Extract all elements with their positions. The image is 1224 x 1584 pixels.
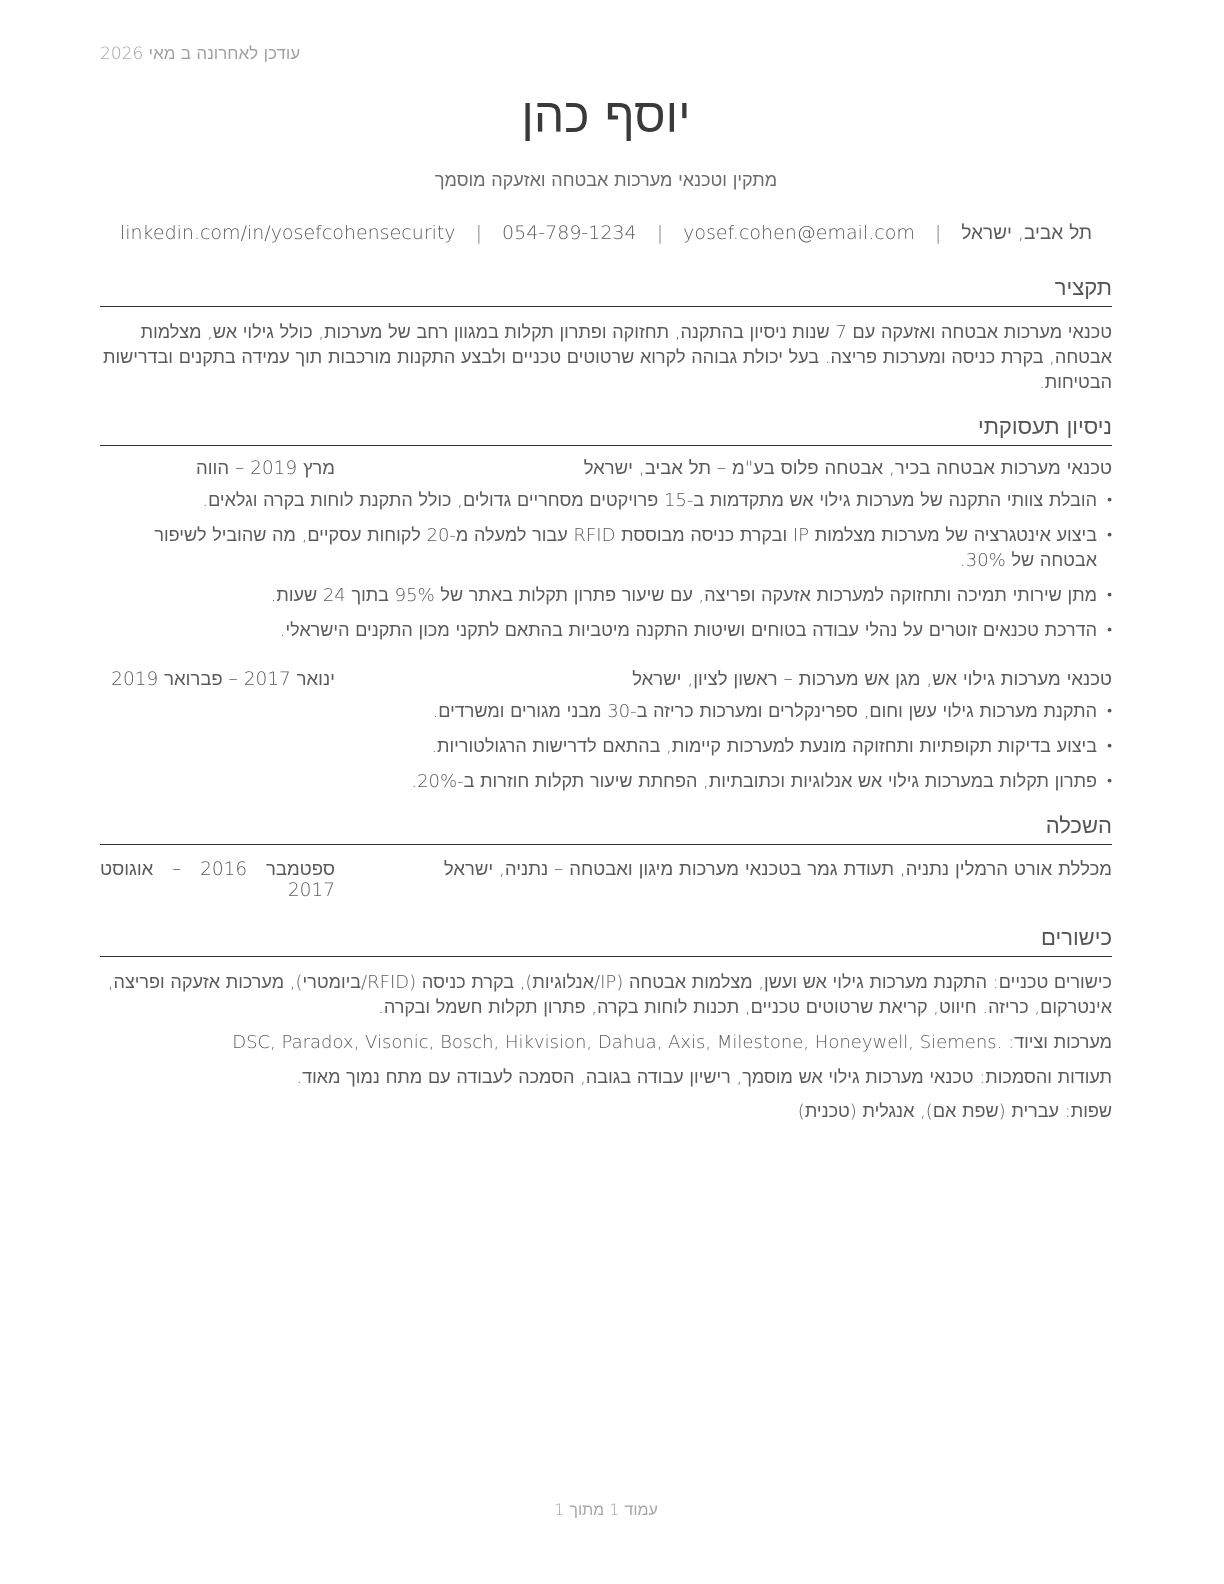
section-title-education: השכלה [100, 812, 1112, 845]
bullet-item: • ביצוע בדיקות תקופתיות ותחזוקה מונעת למערכות קיימות, בהתאם לדרישות הרגולטוריות. [100, 734, 1112, 759]
job-header [100, 457, 1112, 483]
job-role: טכנאי מערכות אבטחה בכיר, אבטחה פלוס בע"מ – תל אביב, ישראל [583, 458, 1112, 479]
job-header [100, 668, 1112, 694]
skills-equipment-list: DSC, Paradox, Visonic, Bosch, Hikvision, Dahua, Axis, Milestone, Honeywell, Siemens. [232, 1032, 1003, 1053]
bullet-item: • התקנת מערכות גילוי עשן וחום, ספרינקלרים ומערכות כריזה ב-30 מבני מגורים ומשרדים. [100, 699, 1112, 724]
job-dates: ינואר 2017 – פברואר 2019 [111, 669, 335, 690]
job-bullets [100, 699, 1112, 804]
contact-email[interactable]: yosef.cohen@email.com [683, 222, 915, 244]
skills-languages: שפות: עברית (שפת אם), אנגלית (טכנית) [797, 1101, 1112, 1122]
bullet-item: • הובלת צוותי התקנה של מערכות גילוי אש מתקדמות ב-15 פרויקטים מסחריים גדולים, כולל התקנת לוחות בקרה וגלאים. [100, 488, 1112, 513]
job-role: טכנאי מערכות גילוי אש, מגן אש מערכות – ראשון לציון, ישראל [632, 669, 1112, 690]
bullet-item: • מתן שירותי תמיכה ותחזוקה למערכות אזעקה ופריצה, עם שיעור פתרון תקלות באתר של 95% בתוך 24 שעות. [100, 583, 1112, 608]
skills-technical: כישורים טכניים: התקנת מערכות גילוי אש ועשן, מצלמות אבטחה (IP/אנלוגיות), בקרת כניסה (RFID/ביומטרי), מערכות אזעקה ופריצה, אינטרקום, כריזה. חיווט, קריאת שרטוטים טכניים, תכנות לוחות בקרה, פתרון תקלות חשמל ובקרה. [107, 972, 1112, 1018]
section-title-skills: כישורים [100, 924, 1112, 957]
education-institution: מכללת אורט הרמלין נתניה, תעודת גמר בטכנאי מערכות מיגון ואבטחה – נתניה, ישראל [443, 859, 1112, 880]
last-updated-note: עודכן לאחרונה ב מאי 2026 [100, 44, 301, 64]
candidate-title: מתקין וטכנאי מערכות אבטחה ואזעקה מוסמך [434, 170, 778, 191]
bullet-item: • ביצוע אינטגרציה של מערכות מצלמות IP ובקרת כניסה מבוססת RFID עבור למעלה מ-20 לקוחות עסקיים, מה שהוביל לשיפור אבטחה של 30%. [100, 523, 1112, 573]
contact-separator: | [934, 222, 942, 244]
summary-text: טכנאי מערכות אבטחה ואזעקה עם 7 שנות ניסיון בהתקנה, תחזוקה ופתרון תקלות במגוון רחב של מערכות, כולל גילוי אש, מצלמות אבטחה, בקרת כניסה ומערכות פריצה. בעל יכולת גבוהה לקרוא שרטוטים טכניים ולבצע התקנות מורכבות תוך עמידה בתקנים ובדרישות הבטיחות. [103, 322, 1112, 393]
bullet-item: • הדרכת טכנאים זוטרים על נהלי עבודה בטוחים ושיטות התקנה מיטביות בהתאם לתקני מכון התקנים הישראלי. [100, 618, 1112, 643]
contact-phone[interactable]: 054-789-1234 [502, 222, 637, 244]
job-bullets [100, 488, 1112, 653]
bullet-item: • פתרון תקלות במערכות גילוי אש אנלוגיות וכתובתיות, הפחתת שיעור תקלות חוזרות ב-20%. [100, 769, 1112, 794]
education-entry [100, 858, 1112, 910]
contact-separator: | [656, 222, 664, 244]
section-title-summary: תקציר [100, 274, 1112, 307]
skills-equipment-label: מערכות וציוד: [1008, 1032, 1112, 1053]
education-dates [100, 858, 335, 901]
skills-equipment [100, 1030, 1112, 1055]
skills-certifications: תעודות והסמכות: טכנאי מערכות גילוי אש מוסמך, רישיון עבודה בגובה, הסמכה לעבודה עם מתח נמוך מאוד. [296, 1067, 1112, 1088]
education-dates-line: ספטמבר 2016 – אוגוסט [100, 859, 335, 880]
page-number: עמוד 1 מתוך 1 [554, 1500, 658, 1519]
contact-location: תל אביב, ישראל [961, 222, 1093, 244]
job-dates: מרץ 2019 – הווה [196, 458, 335, 479]
education-dates-line: 2017 [287, 880, 335, 901]
contact-linkedin[interactable]: linkedin.com/in/yosefcohensecurity [119, 222, 456, 244]
contact-line [100, 222, 1112, 245]
section-title-experience: ניסיון תעסוקתי [100, 413, 1112, 446]
candidate-name: יוסף כהן [521, 88, 691, 144]
contact-separator: | [475, 222, 482, 244]
